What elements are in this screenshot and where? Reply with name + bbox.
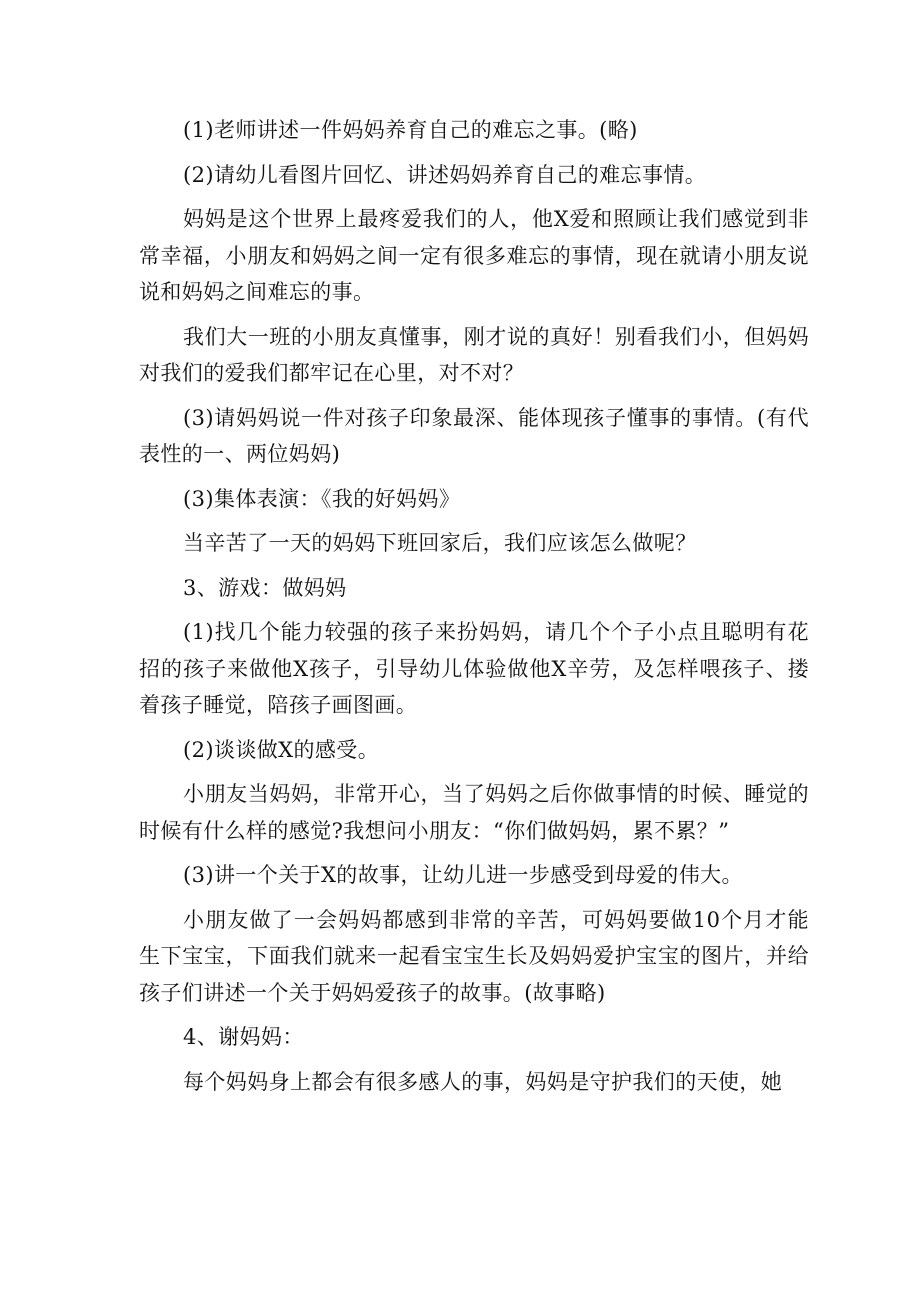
paragraph-6: (3)集体表演：《我的好妈妈》 xyxy=(183,486,461,511)
section-heading-thanks: 4、谢妈妈： xyxy=(183,1025,304,1049)
paragraph-10: (2)谈谈做X的感受。 xyxy=(183,737,380,762)
paragraph-15: 每个妈妈身上都会有很多感人的事，妈妈是守护我们的天使，她 xyxy=(183,1069,783,1094)
paragraph-1: (1)老师讲述一件妈妈养育自己的难忘之事。(略) xyxy=(183,118,638,142)
paragraph-7: 当辛苦了一天的妈妈下班回家后，我们应该怎么做呢？ xyxy=(183,531,697,555)
document-body xyxy=(139,112,809,1108)
section-heading-game: 3、游戏：做妈妈 xyxy=(183,575,347,600)
paragraph-9: (1)找几个能力较强的孩子来扮妈妈，请几个个子小点且聪明有花招的孩子来做他X孩子，引导幼儿体验做他X辛劳，及怎样喂孩子、搂着孩子睡觉，陪孩子画图画。 xyxy=(139,620,809,717)
paragraph-4: 我们大一班的小朋友真懂事，刚才说的真好！别看我们小，但妈妈对我们的爱我们都牢记在心里，对不对？ xyxy=(139,324,809,385)
paragraph-12: (3)讲一个关于X的故事，让幼儿进一步感受到母爱的伟大。 xyxy=(183,863,743,887)
paragraph-5: (3)请妈妈说一件对孩子印象最深、能体现孩子懂事的事情。(有代表性的一、两位妈妈) xyxy=(139,405,809,466)
paragraph-13: 小朋友做了一会妈妈都感到非常的辛苦，可妈妈要做10个月才能生下宝宝，下面我们就来一起看宝宝生长及妈妈爱护宝宝的图片，并给孩子们讲述一个关于妈妈爱孩子的故事。(故事略) xyxy=(139,907,809,1005)
paragraph-2: (2)请幼儿看图片回忆、讲述妈妈养育自己的难忘事情。 xyxy=(183,162,707,187)
paragraph-11: 小朋友当妈妈，非常开心，当了妈妈之后你做事情的时候、睡觉的时候有什么样的感觉?我想问小朋友：“你们做妈妈，累不累？” xyxy=(139,782,809,843)
paragraph-3: 妈妈是这个世界上最疼爱我们的人，他X爱和照顾让我们感觉到非常幸福，小朋友和妈妈之间一定有很多难忘的事情，现在就请小朋友说说和妈妈之间难忘的事。 xyxy=(139,207,809,304)
